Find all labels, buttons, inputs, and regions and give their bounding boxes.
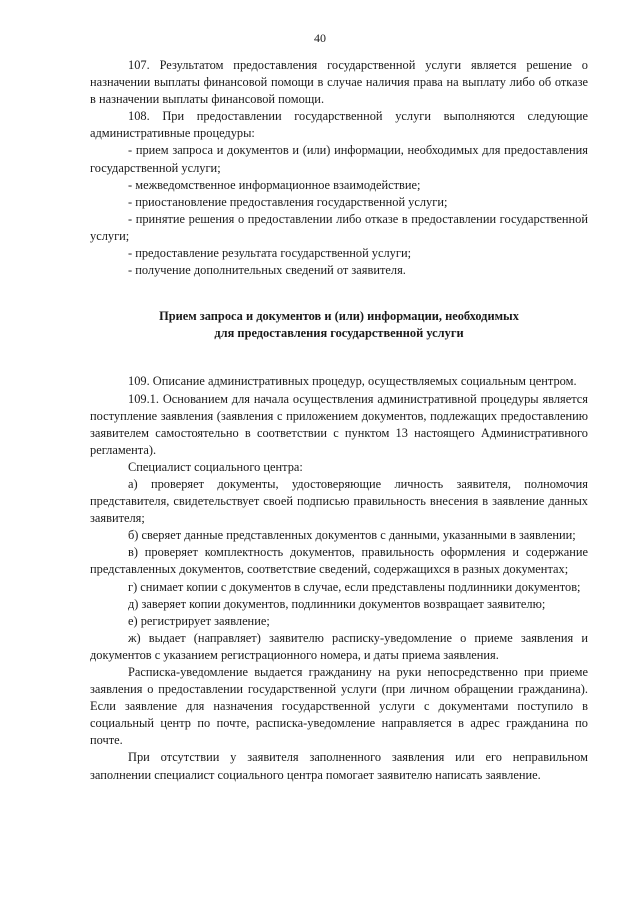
list-item: е) регистрирует заявление; — [128, 613, 270, 628]
section-heading-line-2: для предоставления государственной услуги — [214, 326, 464, 341]
list-item: б) сверяет данные представленных документов с данными, указанными в заявлении; — [128, 528, 576, 543]
list-item: - приостановление предоставления государственной услуги; — [128, 194, 448, 209]
list-item: а) проверяет документы, удостоверяющие личность заявителя, полномочия представителя, свидетельствует своей подписью правильность внесения в заявление данных заявителя; — [90, 476, 588, 526]
list-item: - прием запроса и документов и (или) информации, необходимых для предоставления государственной услуги; — [90, 143, 588, 175]
paragraph-receipt: Расписка-уведомление выдается гражданину на руки непосредственно при приеме заявления о предоставлении государственной услуги (при личном обращении гражданина). Если заявление для назначения государственной услуги с документами поступило в социальный центр по почте, расписка-уведомление направляется в адрес гражданина по почте. — [90, 665, 588, 748]
paragraph-108-intro: 108. При предоставлении государственной услуги выполняются следующие административные процедуры: — [90, 109, 588, 141]
page-number: 40 — [314, 31, 326, 45]
document-body — [90, 57, 588, 784]
specialist-intro: Специалист социального центра: — [128, 459, 303, 474]
list-item: г) снимает копии с документов в случае, если представлены подлинники документов; — [128, 579, 581, 594]
list-item: - принятие решения о предоставлении либо отказе в предоставлении государственной услуги; — [90, 211, 588, 243]
paragraph-109-1: 109.1. Основанием для начала осуществления административной процедуры является поступление заявления (заявления с приложением документов, подлежащих предоставлению заявителем самостоятельно в соответствии с пунктом 13 настоящего Административного регламента). — [90, 391, 588, 457]
list-item: ж) выдает (направляет) заявителю расписку-уведомление о приеме заявления и документов с указанием регистрационного номера, и даты приема заявления. — [90, 630, 588, 662]
list-item: - межведомственное информационное взаимодействие; — [128, 177, 421, 192]
list-item: - получение дополнительных сведений от заявителя. — [128, 263, 406, 278]
list-item: - предоставление результата государственной услуги; — [128, 246, 412, 261]
paragraph-107: 107. Результатом предоставления государственной услуги является решение о назначении выплаты финансовой помощи в случае наличия права на выплату либо об отказе в назначении выплаты финансовой помощи. — [90, 58, 588, 107]
paragraph-absence: При отсутствии у заявителя заполненного заявления или его неправильном заполнении специалист социального центра помогает заявителю написать заявление. — [90, 750, 588, 782]
list-item: д) заверяет копии документов, подлинники документов возвращает заявителю; — [128, 596, 546, 611]
section-heading — [90, 308, 588, 342]
list-item: в) проверяет комплектность документов, правильность оформления и содержание представленных документов, соответствие сведений, содержащихся в разных документах; — [90, 545, 588, 577]
paragraph-109: 109. Описание административных процедур, осуществляемых социальным центром. — [128, 374, 577, 389]
section-heading-line-1: Прием запроса и документов и (или) информации, необходимых — [159, 309, 519, 324]
